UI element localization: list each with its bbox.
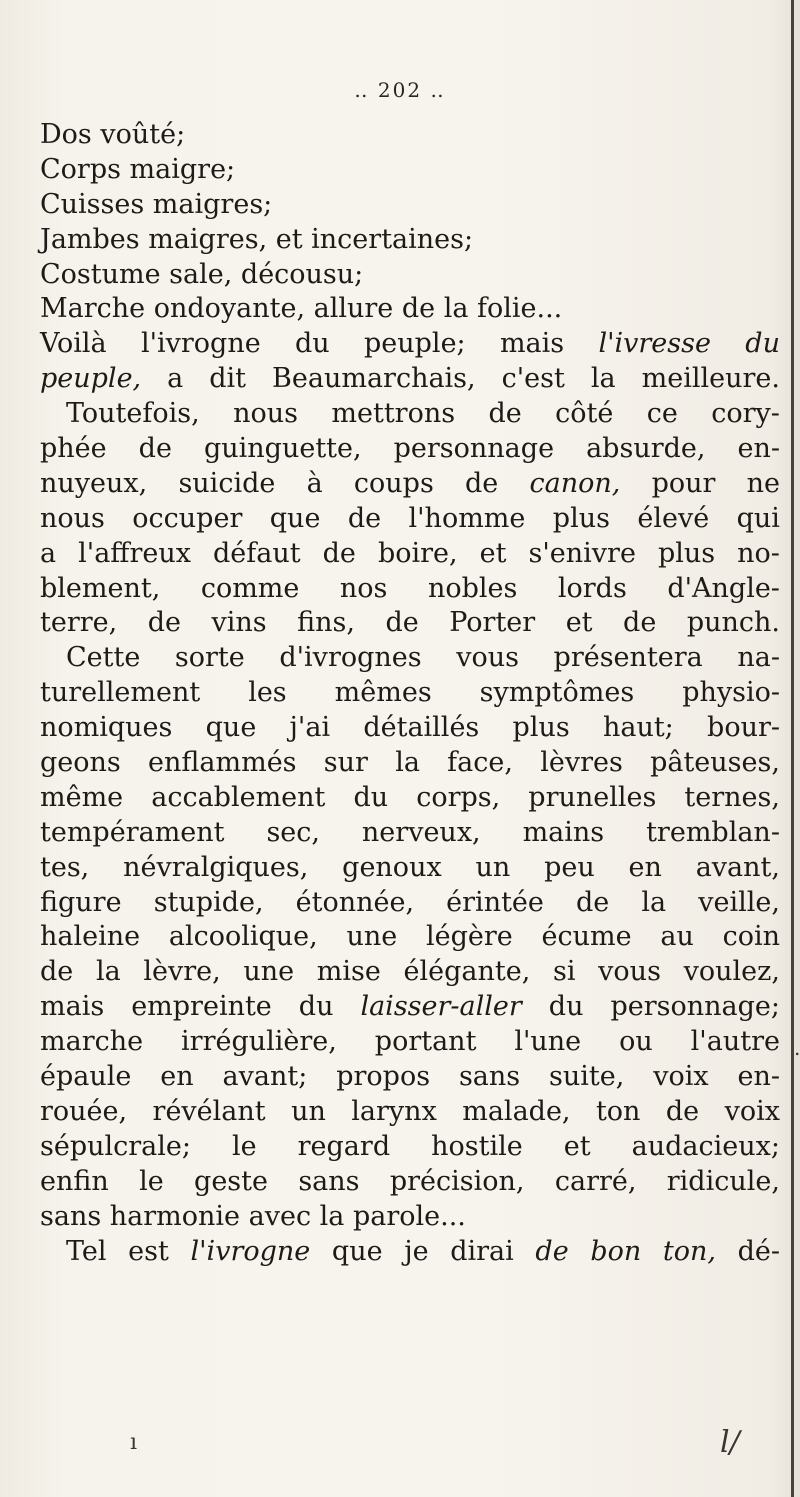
word: face, xyxy=(447,747,513,779)
word: si xyxy=(553,956,576,988)
word: fins, xyxy=(297,607,355,639)
word: physio- xyxy=(682,677,780,709)
word: occuper xyxy=(132,502,243,534)
word: suite, xyxy=(549,1061,625,1093)
word: sur xyxy=(323,747,368,779)
word: absurde, xyxy=(586,433,706,465)
text-line xyxy=(40,467,780,502)
word: Cette xyxy=(66,642,141,674)
word: l'ivrogne xyxy=(140,328,261,360)
word: s'enivre xyxy=(528,537,636,569)
word: corps, xyxy=(416,781,501,813)
word: veille, xyxy=(698,886,780,918)
word: portant xyxy=(374,1026,477,1058)
text-line xyxy=(40,537,780,572)
word: détaillés xyxy=(363,712,480,744)
word: nomiques xyxy=(40,712,173,744)
word: je xyxy=(404,1235,429,1267)
italic-word: de xyxy=(535,1235,569,1267)
word: névralgiques, xyxy=(123,851,309,883)
word: phée xyxy=(40,433,107,465)
word: meilleure. xyxy=(641,363,780,395)
word: les xyxy=(248,677,287,709)
word: étonnée, xyxy=(295,886,415,918)
word: propos xyxy=(336,1061,431,1093)
word: en xyxy=(628,851,662,883)
page-edge-shadow xyxy=(791,0,794,1497)
word: de xyxy=(147,607,181,639)
word: de xyxy=(665,1095,700,1127)
word: en- xyxy=(737,1061,780,1093)
word: turellement xyxy=(40,677,201,709)
word: lords xyxy=(557,572,627,604)
word: plus xyxy=(552,502,610,534)
word: nuyeux, xyxy=(40,467,148,499)
word: boire, xyxy=(377,537,458,569)
text-line xyxy=(40,920,780,955)
text-line xyxy=(40,816,780,851)
word: que xyxy=(331,1235,383,1267)
italic-word: l'ivresse xyxy=(598,328,711,360)
word: un xyxy=(475,851,511,883)
word: épaule xyxy=(40,1061,132,1093)
word: carré, xyxy=(554,1165,637,1197)
word: voulez, xyxy=(683,956,780,988)
word: accablement xyxy=(151,781,326,813)
text-line: Jambes maigres, et incertaines; xyxy=(40,223,474,255)
text-line xyxy=(40,711,780,746)
word: pâteuses, xyxy=(650,747,780,779)
word: élevé xyxy=(637,502,710,534)
word: coups xyxy=(353,467,434,499)
word: coin xyxy=(722,921,780,953)
word: suicide xyxy=(178,467,276,499)
word: Voilà xyxy=(40,328,107,360)
word: stupide, xyxy=(153,886,264,918)
page-number: ‥ 202 ‥ xyxy=(354,78,446,102)
word: geons xyxy=(40,747,121,779)
word: précision, xyxy=(389,1165,525,1197)
word: ce xyxy=(646,398,678,430)
word: sec, xyxy=(266,816,320,848)
word: que xyxy=(205,712,257,744)
word: bour- xyxy=(707,712,780,744)
word: marche xyxy=(40,1026,144,1058)
text-line xyxy=(40,676,780,711)
word: enfin xyxy=(40,1165,109,1197)
word: est xyxy=(128,1235,169,1267)
word: vins xyxy=(211,607,267,639)
word: de xyxy=(138,433,172,465)
word: la xyxy=(590,363,616,395)
word: et xyxy=(565,607,593,639)
word: de xyxy=(465,467,499,499)
text-line xyxy=(40,502,780,537)
word: a xyxy=(167,363,184,395)
word: avant; xyxy=(222,1061,308,1093)
word: larynx xyxy=(351,1095,437,1127)
word: ternes, xyxy=(684,781,780,813)
word: un xyxy=(291,1095,326,1127)
word: la xyxy=(95,956,121,988)
word: mise xyxy=(316,956,381,988)
word: de xyxy=(488,398,522,430)
word: même xyxy=(40,781,124,813)
word: du xyxy=(295,328,330,360)
word: une xyxy=(346,921,398,953)
text-line: Costume sale, décousu; xyxy=(40,258,364,290)
word: geste xyxy=(194,1165,268,1197)
word: mais xyxy=(40,991,105,1023)
word: Toutefois, xyxy=(66,398,200,430)
word: enflammés xyxy=(148,747,297,779)
word: regard xyxy=(297,1130,391,1162)
text-line xyxy=(40,886,780,921)
word: l'autre xyxy=(690,1026,780,1058)
word: empreinte xyxy=(131,991,272,1023)
word: c'est xyxy=(501,363,565,395)
text-line: Dos voûté; xyxy=(40,119,186,150)
text-line xyxy=(40,955,780,990)
word: plus xyxy=(512,712,570,744)
word: malade, xyxy=(462,1095,571,1127)
word: mêmes xyxy=(334,677,432,709)
word: écume xyxy=(541,921,632,953)
word: à xyxy=(306,467,323,499)
text-line xyxy=(40,1130,780,1165)
word: l'affreux xyxy=(78,537,191,569)
word: de xyxy=(347,502,382,534)
word: tes, xyxy=(40,851,90,883)
word: no- xyxy=(737,537,780,569)
word: Tel xyxy=(66,1235,107,1267)
word: pour xyxy=(651,467,716,499)
text-line xyxy=(40,1165,780,1200)
word: une xyxy=(243,956,295,988)
text-line xyxy=(40,606,780,641)
word: audacieux; xyxy=(631,1130,780,1162)
word: le xyxy=(232,1130,257,1162)
word: vous xyxy=(456,642,519,674)
word: l'homme xyxy=(408,502,526,534)
word: prunelles xyxy=(528,781,657,813)
word: voix xyxy=(724,1095,780,1127)
word: dit xyxy=(209,363,247,395)
word: personnage; xyxy=(610,991,780,1023)
word: peu xyxy=(544,851,595,883)
word: personnage xyxy=(393,433,555,465)
word: de xyxy=(40,956,74,988)
margin-speck: ı xyxy=(130,1430,138,1455)
text-line xyxy=(40,362,780,397)
text-line: Corps maigre; xyxy=(40,153,236,185)
text-line xyxy=(40,1025,780,1060)
word: au xyxy=(660,921,694,953)
word: et xyxy=(563,1130,591,1162)
word: guinguette, xyxy=(203,433,362,465)
word: le xyxy=(139,1165,164,1197)
text-line xyxy=(40,432,780,467)
word: genoux xyxy=(342,851,442,883)
word: punch. xyxy=(686,607,780,639)
margin-speck: . xyxy=(794,1036,800,1060)
word: l'une xyxy=(514,1026,582,1058)
italic-word: canon, xyxy=(529,467,621,499)
text-line xyxy=(40,1095,780,1130)
word: de xyxy=(576,886,610,918)
italic-word: du xyxy=(745,328,780,360)
word: dirai xyxy=(450,1235,514,1267)
word: irrégulière, xyxy=(181,1026,337,1058)
word: de xyxy=(322,537,356,569)
word: figure xyxy=(40,886,122,918)
word: élégante, xyxy=(403,956,531,988)
word: sans xyxy=(458,1061,521,1093)
word: Porter xyxy=(449,607,536,639)
word: avant, xyxy=(695,851,780,883)
italic-word: l'ivrogne xyxy=(190,1235,311,1267)
text-line xyxy=(40,781,780,816)
word: du xyxy=(298,991,334,1023)
word: érintée xyxy=(446,886,544,918)
word: voix xyxy=(653,1061,709,1093)
word: présentera xyxy=(553,642,703,674)
text-line xyxy=(40,641,780,676)
word: nobles xyxy=(427,572,518,604)
text-line xyxy=(40,327,780,362)
word: a xyxy=(40,537,57,569)
word: sépulcrale; xyxy=(40,1130,191,1162)
word: ou xyxy=(619,1026,653,1058)
word: haut; xyxy=(602,712,674,744)
word: hostile xyxy=(431,1130,523,1162)
word: la xyxy=(395,747,420,779)
word: dé- xyxy=(737,1235,780,1267)
word: j'ai xyxy=(289,712,331,744)
text-line xyxy=(40,572,780,607)
word: d'ivrognes xyxy=(279,642,422,674)
word: qui xyxy=(736,502,780,534)
word: mais xyxy=(499,328,565,360)
word: na- xyxy=(737,642,780,674)
word: nerveux, xyxy=(361,816,481,848)
text-line xyxy=(40,1060,780,1095)
italic-word: laisser-aller xyxy=(360,991,522,1023)
margin-speck: l/ xyxy=(720,1425,740,1460)
word: nous xyxy=(40,502,105,534)
word: cory- xyxy=(711,398,780,430)
word: rouée, xyxy=(40,1095,128,1127)
word: sans xyxy=(298,1165,360,1197)
word: nous xyxy=(233,398,298,430)
word: mains xyxy=(522,816,605,848)
word: d'Angle- xyxy=(667,572,780,604)
word: en xyxy=(160,1061,194,1093)
word: tremblan- xyxy=(646,816,780,848)
word: lèvres xyxy=(540,747,623,779)
word: tempérament xyxy=(40,816,225,848)
word: et xyxy=(479,537,507,569)
word: du xyxy=(353,781,389,813)
italic-word: peuple, xyxy=(40,363,142,395)
text-line: Cuisses maigres; xyxy=(40,188,273,220)
text-line: Marche ondoyante, allure de la folie... xyxy=(40,293,563,325)
text-line xyxy=(40,990,780,1025)
text-line xyxy=(40,746,780,781)
word: ridicule, xyxy=(666,1165,780,1197)
word: côté xyxy=(555,398,614,430)
word: peuple; xyxy=(364,328,466,360)
word: haleine xyxy=(40,921,141,953)
word: symptômes xyxy=(479,677,635,709)
word: alcoolique, xyxy=(168,921,318,953)
italic-word: bon xyxy=(590,1235,642,1267)
word: ne xyxy=(746,467,780,499)
text-line xyxy=(40,397,780,432)
word: lèvre, xyxy=(143,956,221,988)
text-line xyxy=(40,1235,780,1270)
body-text xyxy=(40,118,780,1269)
word: que xyxy=(269,502,321,534)
word: en- xyxy=(737,433,780,465)
word: de xyxy=(385,607,419,639)
word: ton xyxy=(595,1095,641,1127)
word: légère xyxy=(426,921,513,953)
word: blement, xyxy=(40,572,161,604)
italic-word: ton, xyxy=(662,1235,716,1267)
word: révélant xyxy=(152,1095,266,1127)
word: de xyxy=(623,607,657,639)
word: la xyxy=(641,886,667,918)
word: sorte xyxy=(174,642,245,674)
word: terre, xyxy=(40,607,118,639)
word: mettrons xyxy=(331,398,456,430)
text-line: sans harmonie avec la parole... xyxy=(40,1200,466,1232)
text-line xyxy=(40,851,780,886)
word: comme xyxy=(200,572,300,604)
word: plus xyxy=(657,537,716,569)
word: du xyxy=(548,991,584,1023)
word: nos xyxy=(339,572,388,604)
word: vous xyxy=(598,956,661,988)
word: Beaumarchais, xyxy=(272,363,476,395)
word: défaut xyxy=(213,537,301,569)
